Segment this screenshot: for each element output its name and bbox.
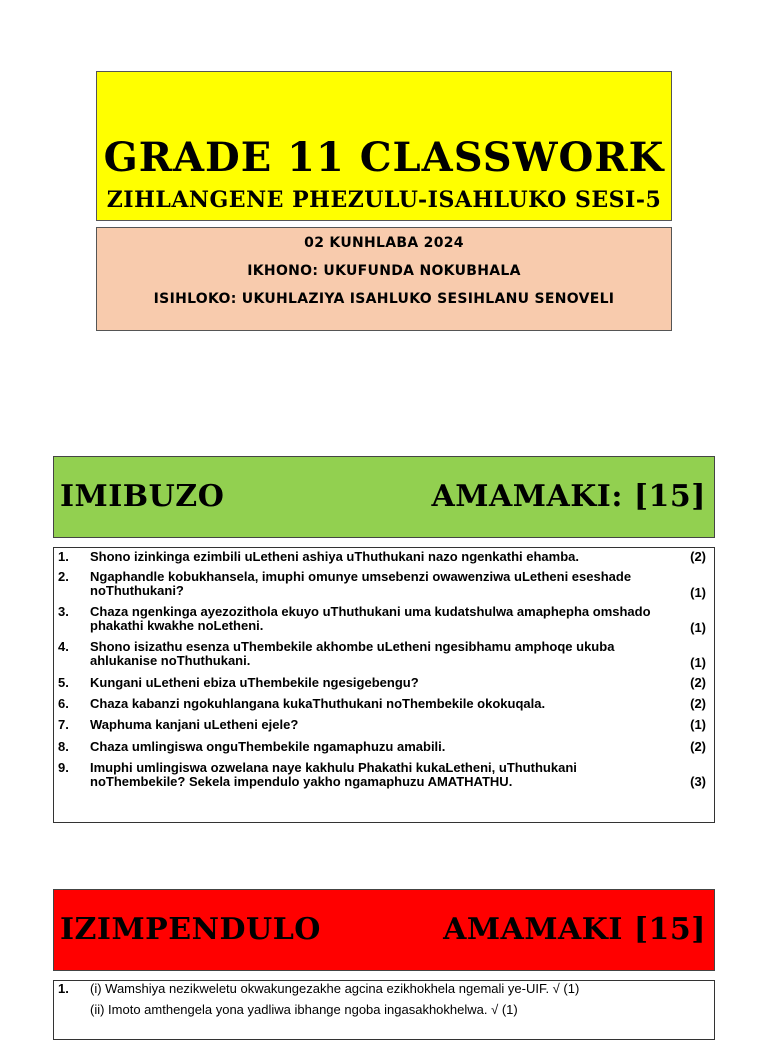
questions-header (53, 456, 715, 538)
topic-line: ISIHLOKO: UKUHLAZIYA ISAHLUKO SESIHLANU SENOVELI (153, 291, 615, 307)
list-item (54, 605, 714, 635)
list-item (54, 740, 714, 756)
question-mark: (2) (690, 696, 706, 711)
question-text: Imuphi umlingiswa ozwelana naye kakhulu Phakathi kukaLetheni, uThuthukani noThembekile? Sekela impendulo yakho ngamaphuzu AMATHATHU. (90, 760, 577, 789)
list-item (54, 570, 714, 600)
list-item (54, 761, 714, 791)
question-mark: (2) (690, 549, 706, 564)
answers-marks: AMAMAKI [15] (443, 912, 706, 947)
question-mark: (3) (690, 774, 706, 789)
page-title: GRADE 11 CLASSWORK (103, 134, 665, 181)
question-mark: (1) (690, 620, 706, 635)
questions-list (53, 547, 715, 823)
question-mark: (1) (690, 655, 706, 670)
question-text: Chaza kabanzi ngokuhlangana kukaThuthukani noThembekile okokuqala. (90, 696, 546, 711)
date-line: 02 KUNHLABA 2024 (304, 235, 464, 251)
question-number: 1. (58, 549, 69, 564)
list-item (54, 550, 714, 566)
question-text: Kungani uLetheni ebiza uThembekile ngesigebengu? (90, 675, 419, 690)
question-text: Chaza ngenkinga ayezozithola ekuyo uThuthukani uma kudatshulwa amaphepha omshado phakathi kwakhe noLetheni. (90, 604, 651, 633)
answers-label: IZIMPENDULO (60, 912, 321, 947)
answer-number: 1. (58, 981, 69, 996)
question-number: 6. (58, 696, 69, 711)
question-number: 3. (58, 604, 69, 619)
question-number: 5. (58, 675, 69, 690)
question-text: Ngaphandle kobukhansela, imuphi omunye umsebenzi owawenziwa uLetheni eseshade noThuthukani? (90, 569, 632, 598)
question-mark: (2) (690, 739, 706, 754)
question-number: 8. (58, 739, 69, 754)
answers-header (53, 889, 715, 971)
question-text: Waphuma kanjani uLetheni ejele? (90, 717, 299, 732)
answer-line: (ii) Imoto amthengela yona yadliwa ibhange ngoba ingasakhokhelwa. √ (1) (90, 1002, 518, 1017)
answers-list (53, 980, 715, 1040)
info-box (96, 227, 672, 331)
question-number: 7. (58, 717, 69, 732)
questions-marks: AMAMAKI: [15] (431, 479, 706, 514)
question-text: Chaza umlingiswa onguThembekile ngamaphuzu amabili. (90, 739, 446, 754)
skill-line: IKHONO: UKUFUNDA NOKUBHALA (247, 263, 521, 279)
list-item (54, 718, 714, 734)
question-text: Shono isizathu esenza uThembekile akhombe uLetheni ngesibhamu amphoqe ukuba ahlukanise noThuthukani. (90, 639, 615, 668)
page-subtitle: ZIHLANGENE PHEZULU-ISAHLUKO SESI-5 (106, 187, 662, 213)
list-item (54, 697, 714, 713)
question-text: Shono izinkinga ezimbili uLetheni ashiya uThuthukani nazo ngenkathi ehamba. (90, 549, 579, 564)
question-number: 2. (58, 569, 69, 584)
list-item (54, 676, 714, 692)
question-mark: (1) (690, 585, 706, 600)
answer-line: (i) Wamshiya nezikweletu okwakungezakhe agcina ezikhokhela ngemali ye-UIF. √ (1) (90, 981, 580, 996)
title-box (96, 71, 672, 221)
question-number: 4. (58, 639, 69, 654)
question-mark: (2) (690, 675, 706, 690)
questions-label: IMIBUZO (60, 479, 225, 514)
list-item (54, 640, 714, 670)
question-mark: (1) (690, 717, 706, 732)
question-number: 9. (58, 760, 69, 775)
